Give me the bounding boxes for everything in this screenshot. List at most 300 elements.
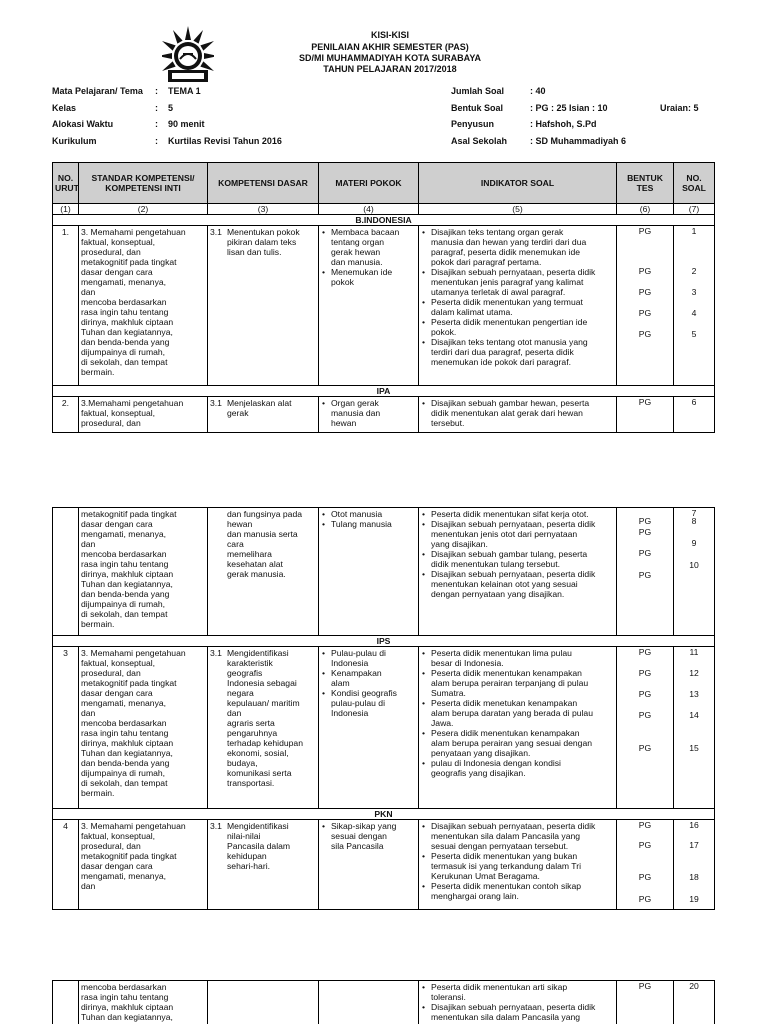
materi-cell <box>319 508 419 636</box>
meta-value: 90 menit <box>168 119 205 129</box>
kisi-table <box>52 162 715 433</box>
bentuk-tes-value: PG <box>638 548 652 558</box>
bullet-line: • Pulau-pulau di <box>331 648 386 658</box>
text-line: dan benda-benda yang <box>81 758 170 768</box>
bullet-line: • Kondisi geografis <box>331 688 397 698</box>
ki-cell <box>79 226 208 386</box>
subject-label: IPA <box>53 386 715 397</box>
no-soal-value: 11 <box>689 647 699 657</box>
bullet-item <box>421 317 614 337</box>
text-line: sehari-hari. <box>227 861 270 871</box>
text-line: memelihara <box>227 549 272 559</box>
text-line: dasar dengan cara <box>81 519 153 529</box>
bullet-line: alam <box>331 678 350 688</box>
kd-number: 3.1 <box>210 648 222 658</box>
subject-label: IPS <box>53 636 715 647</box>
bullet-item <box>321 688 416 718</box>
no-soal-value: 9 <box>691 538 697 548</box>
bullet-line: alam berupa perairan terpanjang di pulau <box>431 678 589 688</box>
bullet-line: pokok <box>331 277 354 287</box>
bullet-line: Indonesia <box>331 708 369 718</box>
meta-label: Jumlah Soal <box>451 86 505 96</box>
text-line: kehidupan <box>227 851 267 861</box>
subject-row <box>53 809 715 820</box>
meta-label: Mata Pelajaran/ Tema <box>52 86 143 96</box>
col-header: NO. URUT <box>53 163 79 204</box>
text-line: negara <box>227 688 254 698</box>
subject-row <box>53 386 715 397</box>
text-line: dirinya, makhluk ciptaan <box>81 569 174 579</box>
bentuk-cell <box>617 647 674 809</box>
table-row <box>53 981 715 1024</box>
no-soal-value: 17 <box>689 840 699 850</box>
bullet-line: • pulau di Indonesia dengan kondisi <box>431 758 561 768</box>
ki-cell <box>79 820 208 910</box>
no-soal-value: 12 <box>689 668 699 678</box>
no-soal-value: 14 <box>689 710 699 720</box>
text-line: karakteristik <box>227 658 273 668</box>
materi-cell <box>319 397 419 433</box>
no-soal-value: 3 <box>691 287 697 297</box>
no-soal-cell <box>674 508 715 636</box>
bullet-line: • Disajikan sebuah pernyataan, peserta didik <box>431 1002 596 1012</box>
meta-value: 5 <box>168 103 174 113</box>
text-line: mencoba berdasarkan <box>81 297 167 307</box>
text-line: 3. Memahami pengetahuan <box>81 648 186 658</box>
bentuk-cell <box>617 508 674 636</box>
bullet-line: menentukan kelainan otot yang sesuai <box>431 579 578 589</box>
text-line: dijumpainya di rumah, <box>81 599 166 609</box>
kd-cell <box>208 647 319 809</box>
text-line: di sekolah, dan tempat <box>81 778 168 788</box>
bullet-line: • Menemukan ide <box>331 267 393 277</box>
text-line: dan <box>81 539 96 549</box>
bullet-line: sesuai dengan <box>331 831 387 841</box>
text-line: prosedural, dan <box>81 668 141 678</box>
row-number: 4 <box>53 820 79 910</box>
no-soal-value: 16 <box>689 820 699 830</box>
bullet-line: utamanya terletak di awal paragraf. <box>431 287 566 297</box>
bentuk-tes-value: PG <box>638 820 652 830</box>
text-line: prosedural, dan <box>81 247 141 257</box>
bullet-line: • Peserta didik menentukan arti sikap <box>431 982 568 992</box>
bullet-item <box>321 519 416 529</box>
bentuk-tes-value: PG <box>638 872 652 882</box>
no-soal-value: 7 <box>691 508 697 518</box>
meta-label: Bentuk Soal <box>451 103 504 113</box>
bullet-line: manusia dan <box>331 408 381 418</box>
text-line: dasar dengan cara <box>81 267 153 277</box>
bentuk-tes-value: PG <box>638 266 652 276</box>
text-line: kesehatan alat <box>227 559 283 569</box>
bullet-line: Kerukunan Umat Beragama. <box>431 871 540 881</box>
no-soal-cell <box>674 981 715 1024</box>
text-line: komunikasi serta <box>227 768 292 778</box>
row-number: 1. <box>53 226 79 386</box>
table-header-row <box>53 163 715 204</box>
col-header: KOMPETENSI DASAR <box>208 163 319 204</box>
bullet-line: • Sikap-sikap yang <box>331 821 397 831</box>
text-line: agraris serta <box>227 718 275 728</box>
col-number: (2) <box>79 204 208 215</box>
bentuk-tes-value: PG <box>638 981 652 991</box>
bullet-line: gerak hewan <box>331 247 381 257</box>
bentuk-tes-value: PG <box>638 668 652 678</box>
text-line: kepulauan/ maritim <box>227 698 300 708</box>
text-line: ekonomi, sosial, <box>227 748 289 758</box>
bullet-item <box>321 668 416 688</box>
no-soal-value: 4 <box>691 308 697 318</box>
ki-cell <box>79 981 208 1024</box>
col-number: (4) <box>319 204 419 215</box>
bullet-line: tentang organ <box>331 237 385 247</box>
text-line: Mengidentifikasi <box>227 648 289 658</box>
text-line: dasar dengan cara <box>81 688 153 698</box>
bullet-item <box>421 821 614 851</box>
doc-title: KISI-KISI <box>370 30 409 40</box>
bentuk-tes-value: PG <box>638 647 652 657</box>
text-line: dasar dengan cara <box>81 861 153 871</box>
indikator-cell <box>419 820 617 910</box>
no-soal-value: 20 <box>689 981 699 991</box>
meta-label: Asal Sekolah <box>451 136 508 146</box>
meta-uraian: Uraian: 5 <box>660 103 699 113</box>
meta-label: Kelas <box>52 103 77 113</box>
text-line: metakognitif pada tingkat <box>81 678 177 688</box>
no-soal-value: 10 <box>689 560 699 570</box>
text-line: 3. Memahami pengetahuan <box>81 227 186 237</box>
text-line: budaya, <box>227 758 258 768</box>
bullet-line: besar di Indonesia. <box>431 658 504 668</box>
ki-cell <box>79 508 208 636</box>
text-line: rasa ingin tahu tentang <box>81 307 169 317</box>
bentuk-cell <box>617 820 674 910</box>
bentuk-tes-value: PG <box>638 840 652 850</box>
bullet-item <box>421 398 614 428</box>
text-line: lisan dan tulis. <box>227 247 282 257</box>
bullet-item <box>321 227 416 267</box>
bullet-item <box>421 698 614 728</box>
bentuk-tes-value: PG <box>638 329 652 339</box>
table-row <box>53 226 715 386</box>
no-soal-cell <box>674 820 715 910</box>
bullet-item <box>421 337 614 367</box>
text-line: cara <box>227 539 244 549</box>
bullet-line: termasuk isi yang terkandung dalam Tri <box>431 861 581 871</box>
ki-cell <box>79 647 208 809</box>
col-header: MATERI POKOK <box>319 163 419 204</box>
meta-colon: : <box>155 103 158 113</box>
text-line: nilai-nilai <box>227 831 261 841</box>
text-line: bermain. <box>81 367 115 377</box>
bullet-line: menghargai orang lain. <box>431 891 519 901</box>
bentuk-tes-value: PG <box>638 397 652 407</box>
text-line: dan <box>81 881 96 891</box>
bullet-item <box>321 648 416 668</box>
bullet-line: sesuai dengan pernyataan tersebut. <box>431 841 569 851</box>
subject-label: B.INDONESIA <box>53 215 715 226</box>
bullet-line: • Disajikan sebuah pernyataan, peserta didik <box>431 569 596 579</box>
text-line: rasa ingin tahu tentang <box>81 559 169 569</box>
kd-number: 3.1 <box>210 227 222 237</box>
text-line: dijumpainya di rumah, <box>81 768 166 778</box>
bullet-item <box>421 297 614 317</box>
no-soal-value: 15 <box>689 743 699 753</box>
text-line: 3. Memahami pengetahuan <box>81 821 186 831</box>
kd-number: 3.1 <box>210 821 222 831</box>
indikator-cell <box>419 226 617 386</box>
row-number <box>53 508 79 636</box>
bullet-line: Jawa. <box>431 718 454 728</box>
no-soal-value: 2 <box>691 266 697 276</box>
bentuk-cell <box>617 981 674 1024</box>
col-header: STANDAR KOMPETENSI/ KOMPETENSI INTI <box>79 163 208 204</box>
text-line: mengamati, menanya, <box>81 871 167 881</box>
text-line: gerak <box>227 408 249 418</box>
bullet-line: terdiri dari dua paragraf, peserta didik <box>431 347 574 357</box>
indikator-cell <box>419 981 617 1024</box>
text-line: mengamati, menanya, <box>81 529 167 539</box>
bullet-line: menemukan ide pokok dari paragraf. <box>431 357 571 367</box>
bullet-item <box>421 509 614 519</box>
no-soal-value: 8 <box>691 516 697 526</box>
doc-year: TAHUN PELAJARAN 2017/2018 <box>323 64 457 74</box>
bentuk-tes-value: PG <box>638 894 652 904</box>
text-line: dan manusia serta <box>227 529 298 539</box>
text-line: dan benda-benda yang <box>81 337 170 347</box>
text-line: Mengidentifikasi <box>227 821 289 831</box>
bullet-item <box>421 982 614 1002</box>
bullet-line: menentukan sila dalam Pancasila yang <box>431 1012 581 1022</box>
text-line: dirinya, makhluk ciptaan <box>81 317 174 327</box>
col-number: (6) <box>617 204 674 215</box>
bullet-line: • Organ gerak <box>331 398 379 408</box>
text-line: gerak manusia. <box>227 569 286 579</box>
meta-colon: : <box>155 136 158 146</box>
bullet-line: • Kenampakan <box>331 668 382 678</box>
text-line: faktual, konseptual, <box>81 831 156 841</box>
text-line: faktual, konseptual, <box>81 408 156 418</box>
bullet-line: • Disajikan sebuah pernyataan, peserta didik <box>431 267 596 277</box>
muhammadiyah-logo-icon <box>162 26 214 88</box>
no-soal-cell <box>674 226 715 386</box>
bullet-line: Sumatra. <box>431 688 466 698</box>
bentuk-tes-value: PG <box>638 570 652 580</box>
bullet-line: dan manusia. <box>331 257 383 267</box>
text-line: geografis <box>227 668 263 678</box>
materi-cell <box>319 981 419 1024</box>
bullet-line: menentukan jenis paragraf yang kalimat <box>431 277 584 287</box>
bullet-item <box>421 648 614 668</box>
text-line: metakognitif pada tingkat <box>81 257 177 267</box>
meta-value: : 40 <box>530 86 546 96</box>
text-line: prosedural, dan <box>81 418 141 428</box>
bullet-line: hewan <box>331 418 357 428</box>
bullet-line: • Otot manusia <box>331 509 383 519</box>
text-line: 3.Memahami pengetahuan <box>81 398 184 408</box>
kisi-table <box>52 980 715 1024</box>
table-row <box>53 820 715 910</box>
bullet-line: alam berupa perairan yang sesuai dengan <box>431 738 593 748</box>
text-line: dijumpainya di rumah, <box>81 347 166 357</box>
text-line: Menentukan pokok <box>227 227 300 237</box>
bullet-item <box>421 728 614 758</box>
meta-value: : PG : 25 Isian : 10 <box>530 103 608 113</box>
text-line: faktual, konseptual, <box>81 658 156 668</box>
text-line: hewan <box>227 519 253 529</box>
col-header: NO. SOAL <box>674 163 715 204</box>
bullet-line: yang disajikan. <box>431 539 488 549</box>
text-line: dan <box>227 708 242 718</box>
text-line: dan benda-benda yang <box>81 589 170 599</box>
bullet-line: • Peserta didik menentukan yang bukan <box>431 851 578 861</box>
no-soal-cell <box>674 397 715 433</box>
ki-cell <box>79 397 208 433</box>
col-header: INDIKATOR SOAL <box>419 163 617 204</box>
bullet-item <box>421 881 614 901</box>
col-number: (1) <box>53 204 79 215</box>
text-line: faktual, konseptual, <box>81 237 156 247</box>
doc-school: SD/MI MUHAMMADIYAH KOTA SURABAYA <box>298 53 481 63</box>
bentuk-tes-value: PG <box>638 527 652 537</box>
bullet-line: • Pesera didik menentukan kenampakan <box>431 728 580 738</box>
text-line: dan fungsinya pada <box>227 509 303 519</box>
text-line: pikiran dalam teks <box>227 237 297 247</box>
column-number-row <box>53 204 715 215</box>
meta-value: TEMA 1 <box>168 86 201 96</box>
kd-cell <box>208 397 319 433</box>
kd-cell <box>208 226 319 386</box>
meta-value: : Hafshoh, S.Pd <box>530 119 597 129</box>
meta-value: : SD Muhammadiyah 6 <box>530 136 627 146</box>
text-line: metakognitif pada tingkat <box>81 851 177 861</box>
meta-colon: : <box>155 86 158 96</box>
bullet-item <box>321 398 416 428</box>
subject-label: PKN <box>53 809 715 820</box>
bullet-line: menentukan sila dalam Pancasila yang <box>431 831 581 841</box>
bullet-line: • Peserta didik menentukan lima pulau <box>431 648 572 658</box>
no-soal-value: 5 <box>691 329 697 339</box>
meta-label: Kurikulum <box>52 136 97 146</box>
bullet-line: pulau-pulau di <box>331 698 385 708</box>
bullet-line: • Peserta didik menentukan pengertian ide <box>431 317 588 327</box>
bullet-line: manusia dan hewan yang terdiri dari dua <box>431 237 587 247</box>
text-line: dan <box>81 708 96 718</box>
kd-cell <box>208 508 319 636</box>
text-line: bermain. <box>81 619 115 629</box>
bullet-line: • Peserta didik menentukan kenampakan <box>431 668 582 678</box>
bentuk-tes-value: PG <box>638 516 652 526</box>
bullet-item <box>421 668 614 698</box>
bentuk-tes-value: PG <box>638 226 652 236</box>
text-line: Indonesia sebagai <box>227 678 297 688</box>
text-line: metakognitif pada tingkat <box>81 509 177 519</box>
bullet-item <box>421 267 614 297</box>
doc-subtitle: PENILAIAN AKHIR SEMESTER (PAS) <box>311 42 469 52</box>
text-line: pengaruhnya <box>227 728 278 738</box>
bullet-line: pokok. <box>431 327 457 337</box>
table-row <box>53 397 715 433</box>
bullet-line: • Disajikan teks tentang otot manusia yang <box>431 337 588 347</box>
bullet-line: Indonesia <box>331 658 369 668</box>
bullet-line: • Peserta didik menentukan yang termuat <box>431 297 583 307</box>
bentuk-tes-value: PG <box>638 743 652 753</box>
bullet-line: toleransi. <box>431 992 466 1002</box>
text-line: mengamati, menanya, <box>81 698 167 708</box>
bullet-line: sila Pancasila <box>331 841 384 851</box>
text-line: Tuhan dan kegiatannya, <box>81 327 173 337</box>
kd-cell <box>208 981 319 1024</box>
text-line: mengamati, menanya, <box>81 277 167 287</box>
kisi-table <box>52 507 715 910</box>
col-number: (5) <box>419 204 617 215</box>
bentuk-cell <box>617 226 674 386</box>
text-line: transportasi. <box>227 778 275 788</box>
bullet-line: • Disajikan teks tentang organ gerak <box>431 227 564 237</box>
no-soal-value: 13 <box>689 689 699 699</box>
bullet-line: • Disajikan sebuah pernyataan, peserta didik <box>431 519 596 529</box>
row-number <box>53 981 79 1024</box>
bullet-line: • Membaca bacaan <box>331 227 400 237</box>
text-line: di sekolah, dan tempat <box>81 609 168 619</box>
bullet-line: paragraf, peserta didik menemukan ide <box>431 247 581 257</box>
bentuk-tes-value: PG <box>638 689 652 699</box>
bullet-line: • Disajikan sebuah gambar tulang, peserta <box>431 549 588 559</box>
materi-cell <box>319 226 419 386</box>
bullet-line: • Peserta didik menentukan contoh sikap <box>431 881 582 891</box>
kd-cell <box>208 820 319 910</box>
table-row <box>53 508 715 636</box>
bullet-item <box>421 851 614 881</box>
bentuk-tes-value: PG <box>638 710 652 720</box>
text-line: mencoba berdasarkan <box>81 549 167 559</box>
col-header: BENTUK TES <box>617 163 674 204</box>
bullet-item <box>321 267 416 287</box>
text-line: mencoba berdasarkan <box>81 982 167 992</box>
text-line: Tuhan dan kegiatannya, <box>81 579 173 589</box>
text-line: rasa ingin tahu tentang <box>81 728 169 738</box>
bentuk-tes-value: PG <box>638 287 652 297</box>
bullet-line: • Disajikan sebuah gambar hewan, peserta <box>431 398 590 408</box>
bullet-line: penyataan yang disajikan. <box>431 748 531 758</box>
no-soal-cell <box>674 647 715 809</box>
text-line: Tuhan dan kegiatannya, <box>81 1012 173 1022</box>
bullet-line: tersebut. <box>431 418 465 428</box>
bentuk-cell <box>617 397 674 433</box>
bullet-item <box>421 1002 614 1022</box>
text-line: dirinya, makhluk ciptaan <box>81 1002 174 1012</box>
indikator-cell <box>419 647 617 809</box>
text-line: rasa ingin tahu tentang <box>81 992 169 1002</box>
text-line: di sekolah, dan tempat <box>81 357 168 367</box>
meta-label: Alokasi Waktu <box>52 119 114 129</box>
row-number: 2. <box>53 397 79 433</box>
no-soal-value: 18 <box>689 872 699 882</box>
materi-cell <box>319 820 419 910</box>
bentuk-tes-value: PG <box>638 308 652 318</box>
indikator-cell <box>419 397 617 433</box>
bullet-line: geografis yang disajikan. <box>431 768 526 778</box>
col-number: (3) <box>208 204 319 215</box>
bullet-item <box>421 758 614 778</box>
bullet-item <box>321 821 416 851</box>
bullet-item <box>421 519 614 549</box>
bullet-line: dalam kalimat utama. <box>431 307 513 317</box>
bullet-line: didik menentukan tulang tersebut. <box>431 559 560 569</box>
bullet-item <box>321 509 416 519</box>
bullet-line: • Peserta didik menetukan kenampakan <box>431 698 578 708</box>
bullet-item <box>421 227 614 267</box>
